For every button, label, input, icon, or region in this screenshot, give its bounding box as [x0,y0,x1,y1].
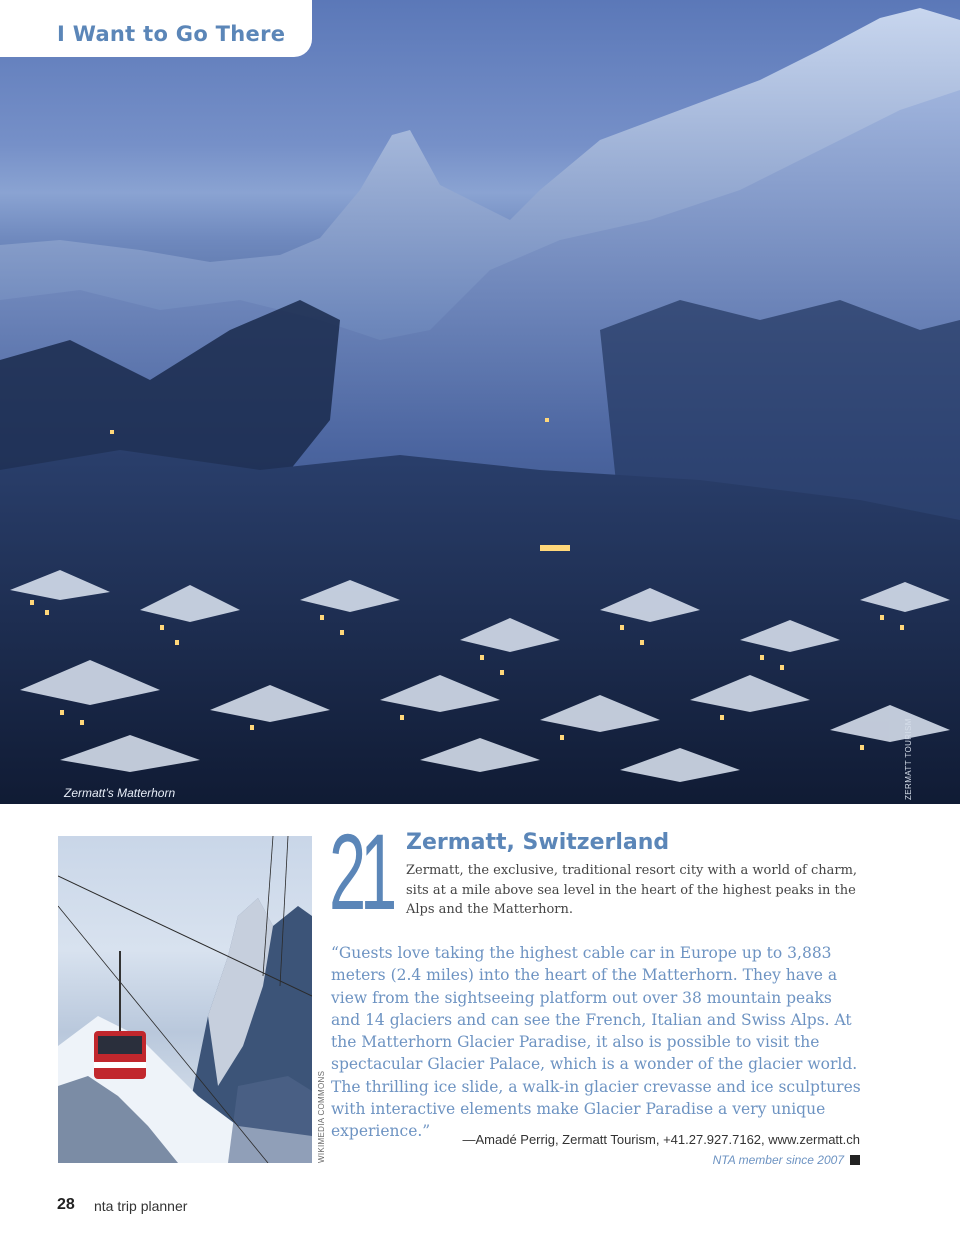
hero-photo-credit: ZERMATT TOURISM [904,718,913,800]
member-note: NTA member since 2007 [712,1153,844,1167]
end-mark [850,1155,860,1165]
article-intro: Zermatt, the exclusive, traditional resort city with a world of charm, sits at a mile above sea level in the heart of the highest peaks in the Alps and the Matterhorn. [406,863,858,917]
publication-name: nta trip planner [94,1198,188,1214]
rank-number: 21 [329,811,392,932]
quote-attribution: —Amadé Perrig, Zermatt Tourism, +41.27.927.7162, www.zermatt.ch [462,1132,860,1147]
section-title: I Want to Go There [57,22,286,46]
cable-car-illustration [58,836,312,1163]
article-title: Zermatt, Switzerland [406,830,670,855]
section-tab [0,0,312,57]
page-number: 28 [57,1196,75,1213]
pull-quote: “Guests love taking the highest cable car in Europe up to 3,883 meters (2.4 miles) into the heart of the Matterhorn. They have a view from the sightseeing platform out over 38 mountain peaks and 14 glaciers and can see the French, Italian and Swiss Alps. At the Matterhorn Glacier Paradise, it also is possible to visit the spectacular Glacier Palace, which is a wonder of the glacier world. The thrilling ice slide, a walk-in glacier crevasse and ice sculptures with interactive elements make Glacier Paradise a very unique experience.” [331,944,861,1141]
cable-car-photo [58,836,312,1163]
hero-caption: Zermatt’s Matterhorn [64,786,176,800]
inset-photo-credit: WIKIMEDIA COMMONS [317,1070,326,1163]
